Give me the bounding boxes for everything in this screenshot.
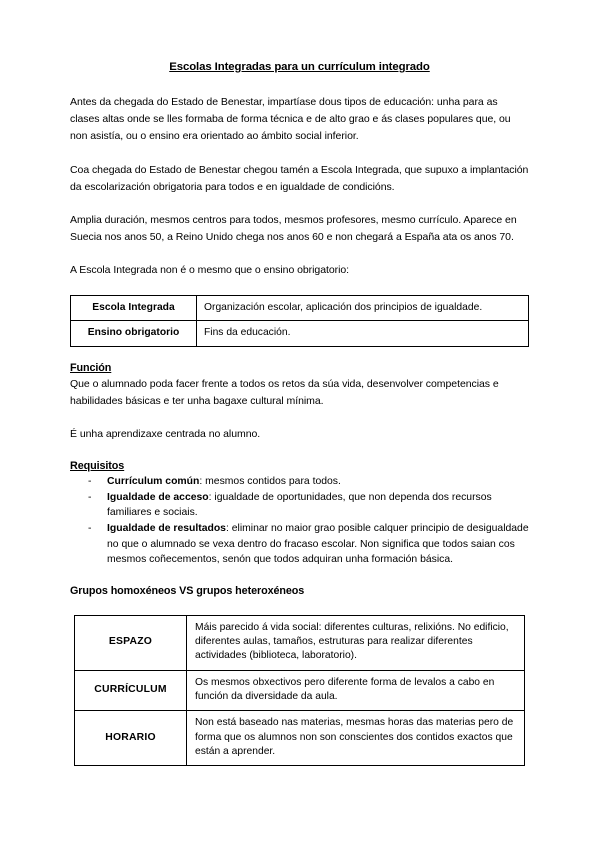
grupos-table-wrapper [70,615,529,766]
table-cell-value: Non está baseado nas materias, mesmas horas das materias pero de forma que os alumnos non son conscientes dos contidos exactos que están a aprender. [187,711,525,766]
paragraph-duracion: Amplia duración, mesmos centros para todos, mesmos profesores, mesmo currículo. Aparece en Suecia nos anos 50, a Reino Unido chega nos anos 60 e non chegará a España ata os anos 70. [70,214,517,244]
list-item-text: : igualdade de oportunidades, que non dependa dos recursos familiares e sociais. [107,491,492,519]
list-item [70,474,529,490]
table-cell-label: CURRÍCULUM [75,670,187,711]
list-item-text: : eliminar no maior grao posible calquer principio de desigualdade no que o alumnado se vexa dentro do fracaso escolar. Non significa que todos saian cos mesmos coñecementos, senón que todos adquiran unha formación básica. [107,523,529,566]
grupos-table [74,615,525,766]
table-cell-value: Máis parecido á vida social: diferentes culturas, relixións. No edificio, diferentes aulas, tamaños, estruturas para realizar diferentes actividades (biblioteca, laboratorio). [187,615,525,670]
table-row [75,615,525,670]
paragraph-funcion: Que o alumnado poda facer frente a todos os retos da súa vida, desenvolver competencias e habilidades básicas e ter unha bagaxe cultural mínima. [70,377,499,407]
table-cell-value: Organización escolar, aplicación dos principios de igualdade. [197,295,529,321]
table-row [71,321,529,347]
table-row [71,295,529,321]
document-content [70,60,529,766]
dash-marker-icon: - [88,476,92,488]
list-item-lead: Currículum común [107,476,200,488]
paragraph-aprendizaxe: É unha aprendizaxe centrada no alumno. [70,428,261,441]
table-cell-label: ESPAZO [75,615,187,670]
table-cell-value: Fins da educación. [197,321,529,347]
table-row [75,670,525,711]
paragraph-estado-benestar: Coa chegada do Estado de Benestar chegou tamén a Escola Integrada, que supuxo a implantación da escolarización obrigatoria para todos e en igualdade de condicións. [70,163,529,193]
section-heading-requisitos: Requisitos [70,460,125,473]
page-title: Escolas Integradas para un currículum integrado [169,61,430,73]
dash-marker-icon: - [88,491,92,503]
comparison-table-wrapper [70,295,529,347]
table-row [75,711,525,766]
section-heading-funcion: Función [70,361,112,374]
table-cell-value: Os mesmos obxectivos pero diferente forma de levalos a cabo en función da diversidade da aula. [187,670,525,711]
definitions-table [70,295,529,347]
list-item-lead: Igualdade de resultados [107,523,226,535]
table-cell-label: HORARIO [75,711,187,766]
table-cell-label: Ensino obrigatorio [71,321,197,347]
dash-marker-icon: - [88,523,92,535]
list-item [70,490,529,521]
paragraph-intro: Antes da chegada do Estado de Benestar, impartíase dous tipos de educación: unha para as clases altas onde se lles formaba de forma técnica e de alto grao e ás clases populares que, ou non asistía, ou o ensino era orientado ao ámbito social inferior. [70,96,511,143]
requisitos-list [70,474,529,568]
section-heading-grupos: Grupos homoxéneos VS grupos heteroxéneos [70,584,305,597]
table-cell-label: Escola Integrada [71,295,197,321]
list-item-text: : mesmos contidos para todos. [199,476,341,488]
list-item [70,521,529,568]
paragraph-table-intro: A Escola Integrada non é o mesmo que o ensino obrigatorio: [70,264,350,277]
spacer [70,599,529,615]
list-item-lead: Igualdade de acceso [107,491,209,503]
